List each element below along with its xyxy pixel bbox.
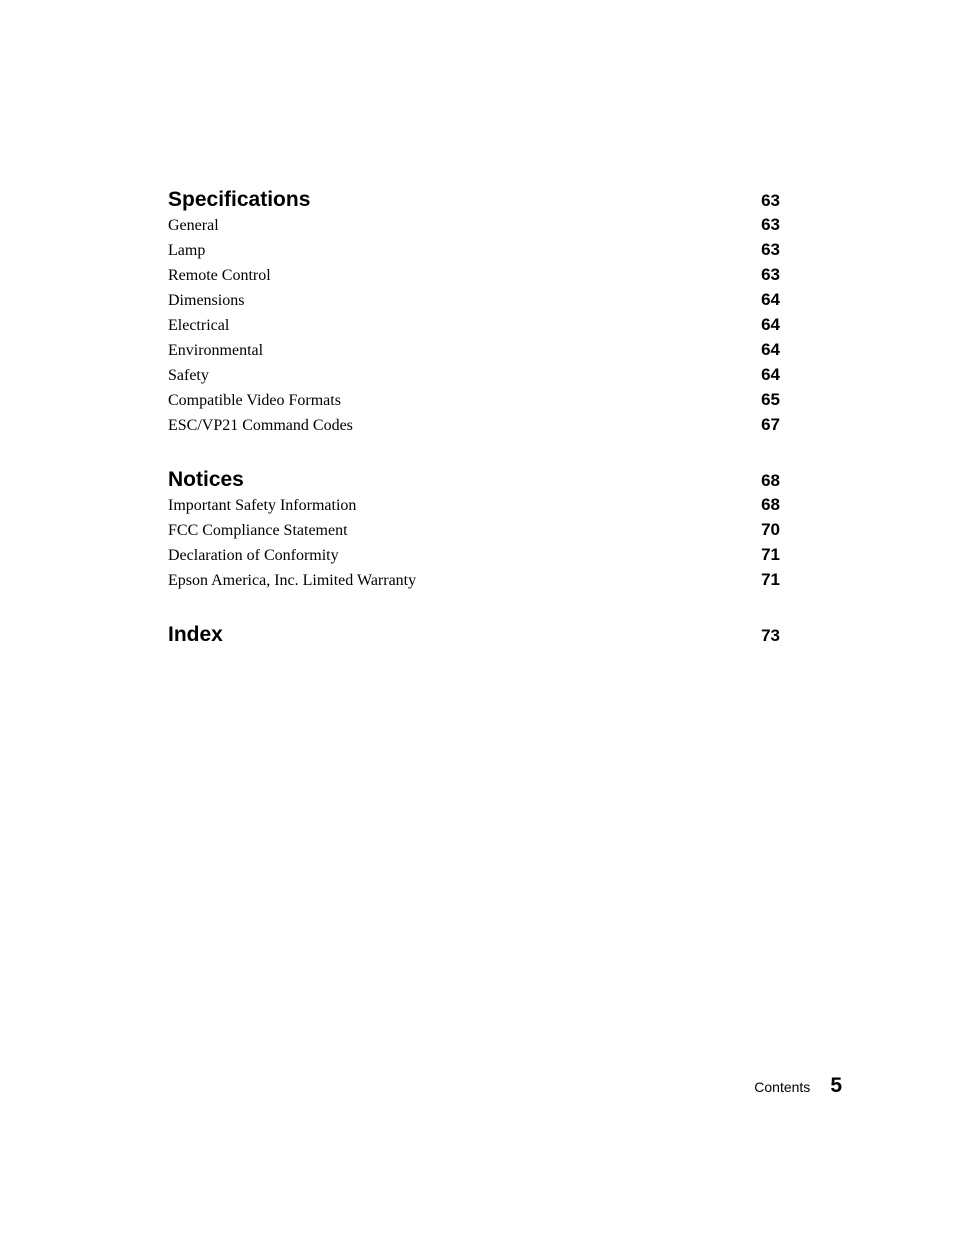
- toc-entry[interactable]: [168, 215, 780, 240]
- toc-entry[interactable]: [168, 315, 780, 340]
- entry-label: Declaration of Conformity: [168, 547, 339, 564]
- entry-page-number: 63: [761, 240, 780, 259]
- section-page-number: 63: [761, 191, 780, 210]
- entry-page-number: 70: [761, 520, 780, 539]
- toc-entry[interactable]: [168, 520, 780, 545]
- section-title: Notices: [168, 468, 244, 491]
- toc-entry[interactable]: [168, 570, 780, 595]
- toc-entry[interactable]: [168, 545, 780, 570]
- entry-label: General: [168, 217, 219, 234]
- entry-label: Electrical: [168, 317, 230, 334]
- table-of-contents: [168, 188, 780, 678]
- entry-page-number: 71: [761, 570, 780, 589]
- toc-entry[interactable]: [168, 415, 780, 440]
- entry-label: Remote Control: [168, 267, 271, 284]
- entry-label: ESC/VP21 Command Codes: [168, 417, 353, 434]
- entry-page-number: 64: [761, 340, 780, 359]
- entry-label: Compatible Video Formats: [168, 392, 341, 409]
- section-title: Index: [168, 623, 223, 646]
- toc-entry[interactable]: [168, 495, 780, 520]
- entry-page-number: 68: [761, 495, 780, 514]
- entry-page-number: 64: [761, 365, 780, 384]
- entry-page-number: 63: [761, 215, 780, 234]
- toc-entry[interactable]: [168, 340, 780, 365]
- entry-page-number: 65: [761, 390, 780, 409]
- section-page-number: 73: [761, 626, 780, 645]
- entry-page-number: 64: [761, 290, 780, 309]
- toc-section-notices: [168, 468, 780, 595]
- toc-section-heading[interactable]: [168, 623, 780, 650]
- entry-label: Environmental: [168, 342, 264, 359]
- entry-page-number: 63: [761, 265, 780, 284]
- toc-entry[interactable]: [168, 365, 780, 390]
- entry-page-number: 71: [761, 545, 780, 564]
- toc-entry[interactable]: [168, 290, 780, 315]
- entry-label: Safety: [168, 367, 209, 384]
- entry-label: Dimensions: [168, 292, 245, 309]
- toc-entry[interactable]: [168, 390, 780, 415]
- entry-label: Important Safety Information: [168, 497, 357, 514]
- entry-label: FCC Compliance Statement: [168, 522, 348, 539]
- footer-page-number: 5: [830, 1074, 842, 1097]
- entry-page-number: 67: [761, 415, 780, 434]
- toc-section-heading[interactable]: [168, 188, 780, 215]
- footer-label: Contents: [754, 1079, 811, 1095]
- entry-label: Epson America, Inc. Limited Warranty: [168, 572, 417, 589]
- entry-label: Lamp: [168, 242, 206, 259]
- entry-page-number: 64: [761, 315, 780, 334]
- page-footer: [0, 1074, 842, 1098]
- section-title: Specifications: [168, 188, 311, 211]
- section-page-number: 68: [761, 471, 780, 490]
- toc-entry[interactable]: [168, 240, 780, 265]
- toc-entry[interactable]: [168, 265, 780, 290]
- toc-section-specifications: [168, 188, 780, 440]
- toc-section-heading[interactable]: [168, 468, 780, 495]
- toc-section-index: [168, 623, 780, 650]
